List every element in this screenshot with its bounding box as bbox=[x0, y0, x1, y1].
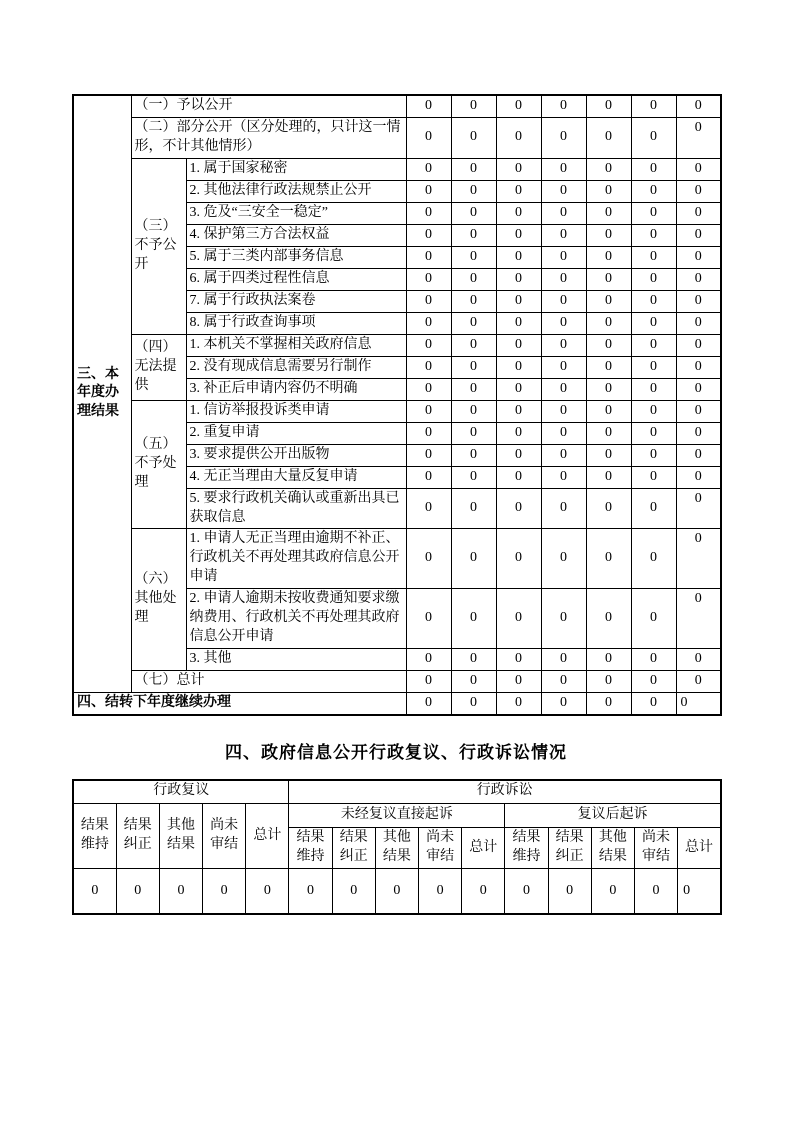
value-cell: 0 bbox=[586, 692, 631, 714]
group-label: （六）其他处理 bbox=[131, 529, 186, 670]
value-cell: 0 bbox=[678, 868, 721, 914]
value-cell: 0 bbox=[676, 117, 721, 158]
value-cell: 0 bbox=[541, 202, 586, 224]
table-row bbox=[73, 529, 721, 589]
value-cell: 0 bbox=[406, 692, 451, 714]
value-cell: 0 bbox=[586, 312, 631, 334]
table-row bbox=[73, 780, 721, 804]
value-cell: 0 bbox=[451, 670, 496, 692]
value-cell: 0 bbox=[451, 268, 496, 290]
column-header: 尚未审结 bbox=[634, 828, 677, 869]
row-label: 4. 保护第三方合法权益 bbox=[186, 224, 406, 246]
value-cell: 0 bbox=[541, 246, 586, 268]
table-row bbox=[73, 95, 721, 117]
value-cell: 0 bbox=[332, 868, 375, 914]
value-cell: 0 bbox=[586, 529, 631, 589]
value-cell: 0 bbox=[586, 589, 631, 649]
row-label: 1. 本机关不掌握相关政府信息 bbox=[186, 334, 406, 356]
value-cell: 0 bbox=[631, 378, 676, 400]
value-cell: 0 bbox=[676, 378, 721, 400]
value-cell: 0 bbox=[586, 334, 631, 356]
table-row bbox=[73, 692, 721, 714]
column-header: 总计 bbox=[246, 804, 289, 869]
value-cell: 0 bbox=[451, 378, 496, 400]
row-label: 2. 申请人逾期未按收费通知要求缴纳费用、行政机关不再处理其政府信息公开申请 bbox=[186, 589, 406, 649]
value-cell: 0 bbox=[676, 180, 721, 202]
column-header: 总计 bbox=[678, 828, 721, 869]
review-litigation-table bbox=[72, 779, 722, 916]
report-page bbox=[72, 94, 720, 915]
column-header: 尚未审结 bbox=[203, 804, 246, 869]
value-cell: 0 bbox=[631, 312, 676, 334]
value-cell: 0 bbox=[406, 95, 451, 117]
value-cell: 0 bbox=[451, 589, 496, 649]
table-row bbox=[73, 868, 721, 914]
value-cell: 0 bbox=[116, 868, 159, 914]
value-cell: 0 bbox=[676, 670, 721, 692]
row-label: 1. 属于国家秘密 bbox=[186, 158, 406, 180]
value-cell: 0 bbox=[541, 290, 586, 312]
value-cell: 0 bbox=[631, 692, 676, 714]
value-cell: 0 bbox=[406, 444, 451, 466]
value-cell: 0 bbox=[676, 202, 721, 224]
row-label: 3. 危及“三安全一稳定” bbox=[186, 202, 406, 224]
value-cell: 0 bbox=[406, 378, 451, 400]
value-cell: 0 bbox=[586, 670, 631, 692]
value-cell: 0 bbox=[541, 444, 586, 466]
value-cell: 0 bbox=[406, 422, 451, 444]
column-subgroup-header-after-review: 复议后起诉 bbox=[505, 804, 721, 828]
value-cell: 0 bbox=[496, 356, 541, 378]
value-cell: 0 bbox=[496, 466, 541, 488]
value-cell: 0 bbox=[496, 334, 541, 356]
value-cell: 0 bbox=[451, 290, 496, 312]
table-row bbox=[73, 117, 721, 158]
value-cell: 0 bbox=[406, 589, 451, 649]
value-cell: 0 bbox=[586, 444, 631, 466]
value-cell: 0 bbox=[586, 400, 631, 422]
value-cell: 0 bbox=[676, 589, 721, 649]
group-label: （四）无法提供 bbox=[131, 334, 186, 400]
value-cell: 0 bbox=[541, 334, 586, 356]
value-cell: 0 bbox=[541, 378, 586, 400]
value-cell: 0 bbox=[676, 268, 721, 290]
value-cell: 0 bbox=[451, 224, 496, 246]
value-cell: 0 bbox=[406, 466, 451, 488]
value-cell: 0 bbox=[406, 400, 451, 422]
value-cell: 0 bbox=[406, 180, 451, 202]
value-cell: 0 bbox=[541, 670, 586, 692]
row-label: 4. 无正当理由大量反复申请 bbox=[186, 466, 406, 488]
value-cell: 0 bbox=[541, 648, 586, 670]
value-cell: 0 bbox=[676, 488, 721, 529]
row-label: 5. 属于三类内部事务信息 bbox=[186, 246, 406, 268]
value-cell: 0 bbox=[676, 466, 721, 488]
value-cell: 0 bbox=[496, 444, 541, 466]
value-cell: 0 bbox=[406, 290, 451, 312]
value-cell: 0 bbox=[541, 422, 586, 444]
group-label: （五）不予处理 bbox=[131, 400, 186, 529]
section-label: 三、本年度办理结果 bbox=[73, 95, 131, 692]
value-cell: 0 bbox=[203, 868, 246, 914]
value-cell: 0 bbox=[541, 400, 586, 422]
table-row bbox=[73, 400, 721, 422]
value-cell: 0 bbox=[634, 868, 677, 914]
value-cell: 0 bbox=[676, 356, 721, 378]
value-cell: 0 bbox=[375, 868, 418, 914]
column-header: 结果纠正 bbox=[332, 828, 375, 869]
value-cell: 0 bbox=[496, 290, 541, 312]
row-label: （二）部分公开（区分处理的，只计这一情形，不计其他情形） bbox=[131, 117, 406, 158]
value-cell: 0 bbox=[586, 378, 631, 400]
value-cell: 0 bbox=[462, 868, 505, 914]
value-cell: 0 bbox=[676, 224, 721, 246]
value-cell: 0 bbox=[451, 334, 496, 356]
value-cell: 0 bbox=[631, 158, 676, 180]
column-header: 结果纠正 bbox=[116, 804, 159, 869]
value-cell: 0 bbox=[451, 356, 496, 378]
value-cell: 0 bbox=[451, 246, 496, 268]
value-cell: 0 bbox=[406, 246, 451, 268]
value-cell: 0 bbox=[496, 670, 541, 692]
page-heading: 四、政府信息公开行政复议、行政诉讼情况 bbox=[225, 742, 567, 762]
column-header: 其他结果 bbox=[375, 828, 418, 869]
value-cell: 0 bbox=[496, 378, 541, 400]
value-cell: 0 bbox=[631, 488, 676, 529]
value-cell: 0 bbox=[586, 246, 631, 268]
column-header: 其他结果 bbox=[591, 828, 634, 869]
value-cell: 0 bbox=[451, 648, 496, 670]
value-cell: 0 bbox=[676, 95, 721, 117]
value-cell: 0 bbox=[586, 422, 631, 444]
value-cell: 0 bbox=[676, 334, 721, 356]
column-group-header-review: 行政复议 bbox=[73, 780, 289, 804]
section-label: 四、结转下年度继续办理 bbox=[73, 692, 406, 714]
value-cell: 0 bbox=[631, 670, 676, 692]
value-cell: 0 bbox=[289, 868, 332, 914]
value-cell: 0 bbox=[496, 246, 541, 268]
value-cell: 0 bbox=[541, 180, 586, 202]
value-cell: 0 bbox=[586, 466, 631, 488]
value-cell: 0 bbox=[451, 202, 496, 224]
value-cell: 0 bbox=[451, 692, 496, 714]
value-cell: 0 bbox=[676, 529, 721, 589]
value-cell: 0 bbox=[631, 422, 676, 444]
value-cell: 0 bbox=[586, 117, 631, 158]
value-cell: 0 bbox=[586, 290, 631, 312]
value-cell: 0 bbox=[496, 422, 541, 444]
value-cell: 0 bbox=[631, 466, 676, 488]
value-cell: 0 bbox=[451, 180, 496, 202]
column-header: 结果维持 bbox=[73, 804, 116, 869]
value-cell: 0 bbox=[586, 158, 631, 180]
value-cell: 0 bbox=[406, 117, 451, 158]
value-cell: 0 bbox=[541, 312, 586, 334]
row-label: 3. 补正后申请内容仍不明确 bbox=[186, 378, 406, 400]
value-cell: 0 bbox=[541, 466, 586, 488]
value-cell: 0 bbox=[631, 246, 676, 268]
value-cell: 0 bbox=[451, 400, 496, 422]
value-cell: 0 bbox=[631, 290, 676, 312]
value-cell: 0 bbox=[541, 692, 586, 714]
value-cell: 0 bbox=[496, 158, 541, 180]
row-label: 8. 属于行政查询事项 bbox=[186, 312, 406, 334]
column-header: 结果维持 bbox=[289, 828, 332, 869]
row-label: 5. 要求行政机关确认或重新出具已获取信息 bbox=[186, 488, 406, 529]
value-cell: 0 bbox=[406, 529, 451, 589]
value-cell: 0 bbox=[541, 529, 586, 589]
value-cell: 0 bbox=[631, 202, 676, 224]
value-cell: 0 bbox=[406, 648, 451, 670]
value-cell: 0 bbox=[676, 444, 721, 466]
value-cell: 0 bbox=[406, 202, 451, 224]
row-label: 6. 属于四类过程性信息 bbox=[186, 268, 406, 290]
value-cell: 0 bbox=[496, 400, 541, 422]
value-cell: 0 bbox=[586, 224, 631, 246]
value-cell: 0 bbox=[586, 488, 631, 529]
row-label: 7. 属于行政执法案卷 bbox=[186, 290, 406, 312]
column-header: 尚未审结 bbox=[419, 828, 462, 869]
table-row bbox=[73, 804, 721, 828]
value-cell: 0 bbox=[451, 312, 496, 334]
value-cell: 0 bbox=[406, 334, 451, 356]
value-cell: 0 bbox=[541, 117, 586, 158]
value-cell: 0 bbox=[541, 589, 586, 649]
value-cell: 0 bbox=[631, 95, 676, 117]
column-header: 结果维持 bbox=[505, 828, 548, 869]
value-cell: 0 bbox=[496, 202, 541, 224]
column-header: 结果纠正 bbox=[548, 828, 591, 869]
value-cell: 0 bbox=[676, 648, 721, 670]
value-cell: 0 bbox=[631, 117, 676, 158]
value-cell: 0 bbox=[496, 488, 541, 529]
value-cell: 0 bbox=[406, 312, 451, 334]
column-group-header-litigation: 行政诉讼 bbox=[289, 780, 721, 804]
value-cell: 0 bbox=[406, 268, 451, 290]
value-cell: 0 bbox=[496, 589, 541, 649]
row-label: 1. 申请人无正当理由逾期不补正、行政机关不再处理其政府信息公开申请 bbox=[186, 529, 406, 589]
value-cell: 0 bbox=[586, 648, 631, 670]
value-cell: 0 bbox=[676, 246, 721, 268]
value-cell: 0 bbox=[676, 422, 721, 444]
column-header: 总计 bbox=[462, 828, 505, 869]
value-cell: 0 bbox=[586, 95, 631, 117]
value-cell: 0 bbox=[419, 868, 462, 914]
row-label: 3. 要求提供公开出版物 bbox=[186, 444, 406, 466]
value-cell: 0 bbox=[676, 158, 721, 180]
value-cell: 0 bbox=[496, 180, 541, 202]
value-cell: 0 bbox=[631, 444, 676, 466]
main-results-table bbox=[72, 94, 722, 716]
value-cell: 0 bbox=[631, 648, 676, 670]
value-cell: 0 bbox=[591, 868, 634, 914]
value-cell: 0 bbox=[496, 529, 541, 589]
row-label: （七）总计 bbox=[131, 670, 406, 692]
column-header: 其他结果 bbox=[159, 804, 202, 869]
row-label: 2. 其他法律行政法规禁止公开 bbox=[186, 180, 406, 202]
value-cell: 0 bbox=[541, 95, 586, 117]
group-label: （三）不予公开 bbox=[131, 158, 186, 334]
value-cell: 0 bbox=[631, 356, 676, 378]
row-label: 2. 重复申请 bbox=[186, 422, 406, 444]
value-cell: 0 bbox=[451, 117, 496, 158]
value-cell: 0 bbox=[676, 290, 721, 312]
value-cell: 0 bbox=[451, 95, 496, 117]
value-cell: 0 bbox=[631, 589, 676, 649]
value-cell: 0 bbox=[541, 158, 586, 180]
value-cell: 0 bbox=[246, 868, 289, 914]
value-cell: 0 bbox=[451, 158, 496, 180]
value-cell: 0 bbox=[496, 268, 541, 290]
value-cell: 0 bbox=[631, 334, 676, 356]
value-cell: 0 bbox=[451, 529, 496, 589]
table-row bbox=[73, 158, 721, 180]
value-cell: 0 bbox=[496, 224, 541, 246]
value-cell: 0 bbox=[451, 444, 496, 466]
value-cell: 0 bbox=[586, 180, 631, 202]
value-cell: 0 bbox=[586, 356, 631, 378]
value-cell: 0 bbox=[496, 692, 541, 714]
value-cell: 0 bbox=[676, 312, 721, 334]
value-cell: 0 bbox=[631, 529, 676, 589]
value-cell: 0 bbox=[451, 488, 496, 529]
row-label: 2. 没有现成信息需要另行制作 bbox=[186, 356, 406, 378]
value-cell: 0 bbox=[541, 268, 586, 290]
value-cell: 0 bbox=[631, 400, 676, 422]
value-cell: 0 bbox=[406, 488, 451, 529]
value-cell: 0 bbox=[73, 868, 116, 914]
value-cell: 0 bbox=[676, 692, 721, 714]
value-cell: 0 bbox=[505, 868, 548, 914]
value-cell: 0 bbox=[496, 117, 541, 158]
value-cell: 0 bbox=[451, 466, 496, 488]
value-cell: 0 bbox=[406, 670, 451, 692]
value-cell: 0 bbox=[496, 312, 541, 334]
value-cell: 0 bbox=[406, 224, 451, 246]
value-cell: 0 bbox=[451, 422, 496, 444]
value-cell: 0 bbox=[548, 868, 591, 914]
value-cell: 0 bbox=[541, 224, 586, 246]
value-cell: 0 bbox=[586, 202, 631, 224]
value-cell: 0 bbox=[676, 400, 721, 422]
row-label: 3. 其他 bbox=[186, 648, 406, 670]
row-label: 1. 信访举报投诉类申请 bbox=[186, 400, 406, 422]
value-cell: 0 bbox=[496, 648, 541, 670]
value-cell: 0 bbox=[406, 356, 451, 378]
value-cell: 0 bbox=[496, 95, 541, 117]
value-cell: 0 bbox=[631, 268, 676, 290]
value-cell: 0 bbox=[541, 356, 586, 378]
value-cell: 0 bbox=[406, 158, 451, 180]
value-cell: 0 bbox=[541, 488, 586, 529]
value-cell: 0 bbox=[631, 180, 676, 202]
value-cell: 0 bbox=[586, 268, 631, 290]
table-row bbox=[73, 334, 721, 356]
column-subgroup-header-direct: 未经复议直接起诉 bbox=[289, 804, 505, 828]
value-cell: 0 bbox=[159, 868, 202, 914]
table-row bbox=[73, 670, 721, 692]
row-label: （一）予以公开 bbox=[131, 95, 406, 117]
value-cell: 0 bbox=[631, 224, 676, 246]
